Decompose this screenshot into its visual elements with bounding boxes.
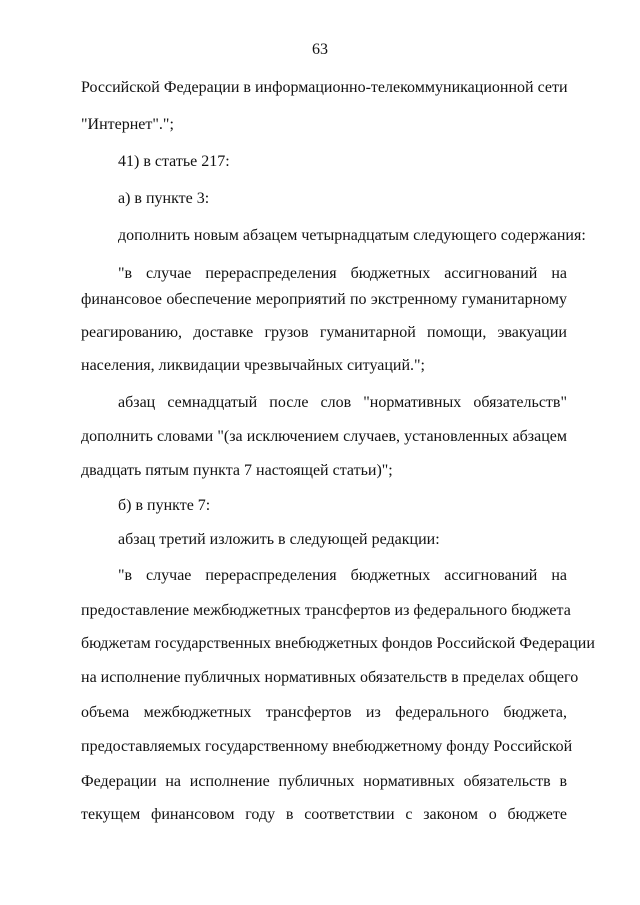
list-item-heading: а) в пункте 3: [118,190,210,207]
quoted-text-line: предоставляемых государственному внебюджетному фонду Российской [81,738,573,755]
quoted-text-line: "в случае перераспределения бюджетных ассигнований на [118,567,567,584]
text-line: Российской Федерации в информационно-телекоммуникационной сети [81,79,568,96]
quoted-text-line: предоставление межбюджетных трансфертов из федерального бюджета [81,602,571,619]
quoted-text-line: населения, ликвидации чрезвычайных ситуаций."; [81,357,425,374]
text-line: дополнить новым абзацем четырнадцатым следующего содержания: [118,227,586,244]
text-line: двадцать пятым пункта 7 настоящей статьи)"; [81,462,393,479]
text-line: дополнить словами "(за исключением случаев, установленных абзацем [81,428,567,445]
list-item-heading: б) в пункте 7: [118,497,211,514]
text-line: абзац третий изложить в следующей редакции: [118,531,440,548]
list-item-heading: 41) в статье 217: [118,153,230,170]
quoted-text-line: бюджетам государственных внебюджетных фондов Российской Федерации [81,635,595,652]
quoted-text-line: на исполнение публичных нормативных обязательств в пределах общего [81,669,579,686]
quoted-text-line: реагированию, доставке грузов гуманитарной помощи, эвакуации [81,324,567,341]
text-line: "Интернет"."; [81,116,174,133]
page-number: 63 [312,41,328,58]
quoted-text-line: "в случае перераспределения бюджетных ассигнований на [118,265,567,282]
quoted-text-line: текущем финансовом году в соответствии с законом о бюджете [81,806,567,823]
quoted-text-line: Федерации на исполнение публичных нормативных обязательств в [81,773,567,790]
quoted-text-line: объема межбюджетных трансфертов из федерального бюджета, [81,704,567,721]
text-line: абзац семнадцатый после слов "нормативных обязательств" [118,394,567,411]
quoted-text-line: финансовое обеспечение мероприятий по экстренному гуманитарному [81,291,567,308]
